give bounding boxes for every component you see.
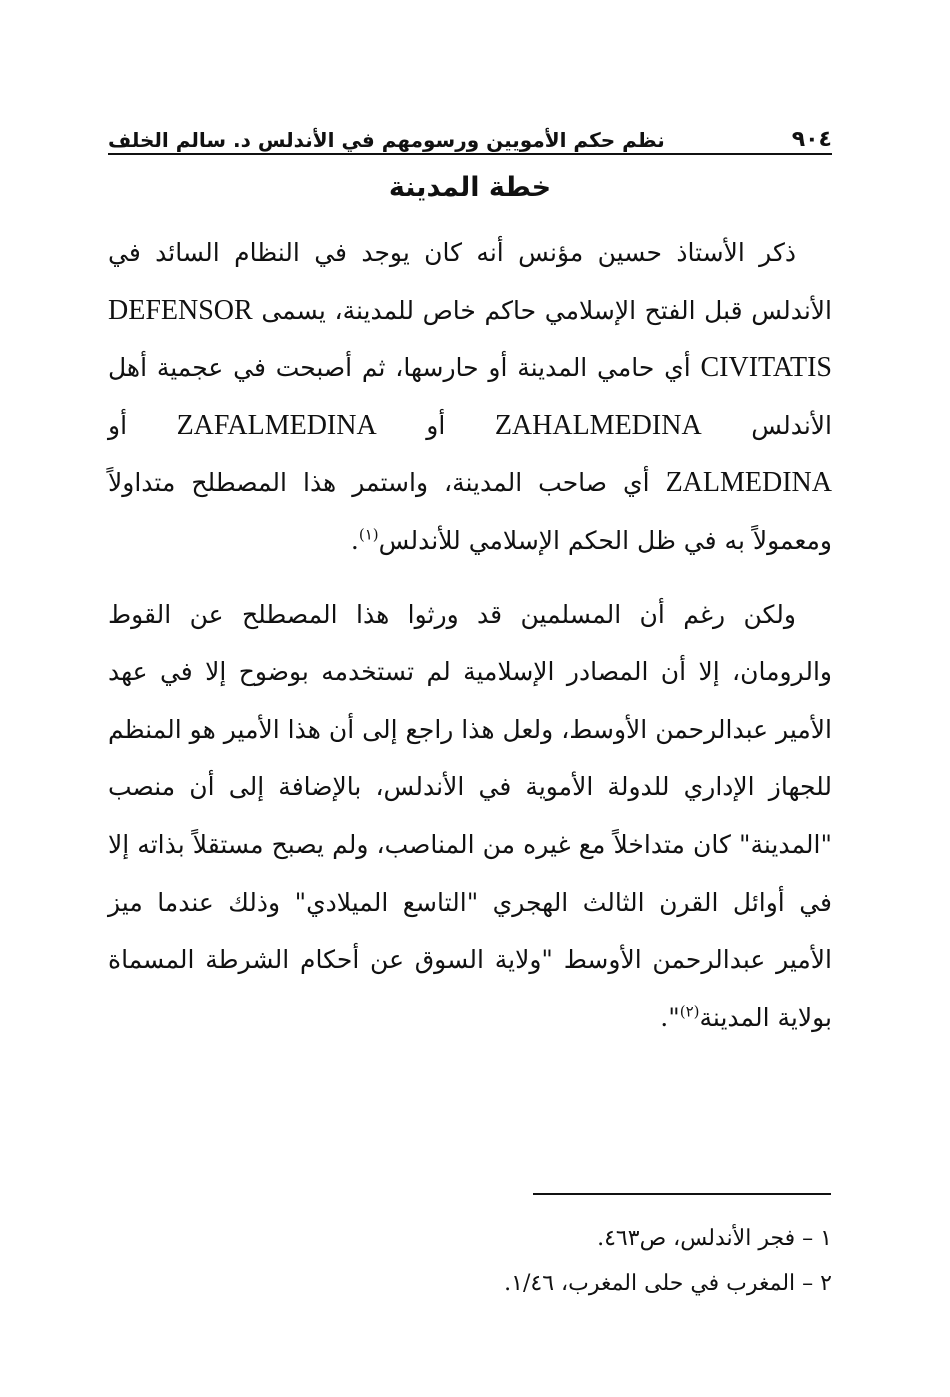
paragraph-1-text-b: أي حامي المدينة أو حارسها، ثم أصبحت في عجمية أهل الأندلس	[108, 353, 832, 440]
paragraph-1-text-d: أو	[108, 410, 177, 440]
paragraph-1-text-c: أو	[376, 410, 495, 440]
footnote-1: ١ – فجر الأندلس، ص٤٦٣.	[597, 1226, 832, 1251]
page-number: ٩٠٤	[791, 127, 832, 152]
body-text	[108, 224, 832, 1046]
paragraph-1	[108, 224, 832, 570]
latin-term-defensor-civitatis: DEFENSOR CIVITATIS	[108, 294, 832, 384]
footnote-separator	[533, 1193, 831, 1195]
footnotes	[108, 1216, 832, 1306]
latin-term-zalmedina: ZALMEDINA	[665, 467, 832, 499]
footnote-ref-2: (٢)	[679, 1002, 700, 1021]
paragraph-1-text-f: .	[350, 525, 359, 555]
paragraph-1-text-a: ذكر الأستاذ حسين مؤنس أنه كان يوجد في النظام السائد في الأندلس قبل الفتح الإسلامي حاكم خاص للمدينة، يسمى	[108, 238, 832, 325]
header-rule	[108, 153, 832, 155]
latin-term-zafalmedina: ZAFALMEDINA	[176, 409, 377, 441]
footnote-2: ٢ – المغرب في حلى المغرب، ١/٤٦.	[504, 1271, 832, 1296]
running-header-title: نظم حكم الأمويين ورسومهم في الأندلس د. سالم الخلف	[108, 128, 665, 152]
running-header	[108, 112, 832, 152]
paragraph-2-text-b: ".	[660, 1002, 680, 1032]
paragraph-2-text-a: ولكن رغم أن المسلمين قد ورثوا هذا المصطلح عن القوط والرومان، إلا أن المصادر الإسلامية لم تستخدمه بوضوح إلا في عهد الأمير عبدالرحمن الأوسط، ولعل هذا راجع إلى أن هذا الأمير هو المنظم للجهاز الإداري للدولة الأموية في الأندلس، بالإضافة إلى أن منصب "المدينة" كان متداخلاً مع غيره من المناصب، ولم يصبح مستقلاً بذاته إلا في أوائل القرن الثالث الهجري "التاسع الميلادي" وذلك عندما ميز الأمير عبدالرحمن الأوسط "ولاية السوق عن أحكام الشرطة المسماة بولاية المدينة	[108, 599, 832, 1032]
paragraph-1-text-e: أي صاحب المدينة، واستمر هذا المصطلح متداولاً ومعمولاً به في ظل الحكم الإسلامي للأندلس	[108, 468, 832, 555]
section-heading: خطة المدينة	[388, 172, 552, 203]
paragraph-2	[108, 586, 832, 1047]
footnote-ref-1: (١)	[358, 525, 379, 544]
latin-term-zahalmedina: ZAHALMEDINA	[494, 409, 702, 441]
